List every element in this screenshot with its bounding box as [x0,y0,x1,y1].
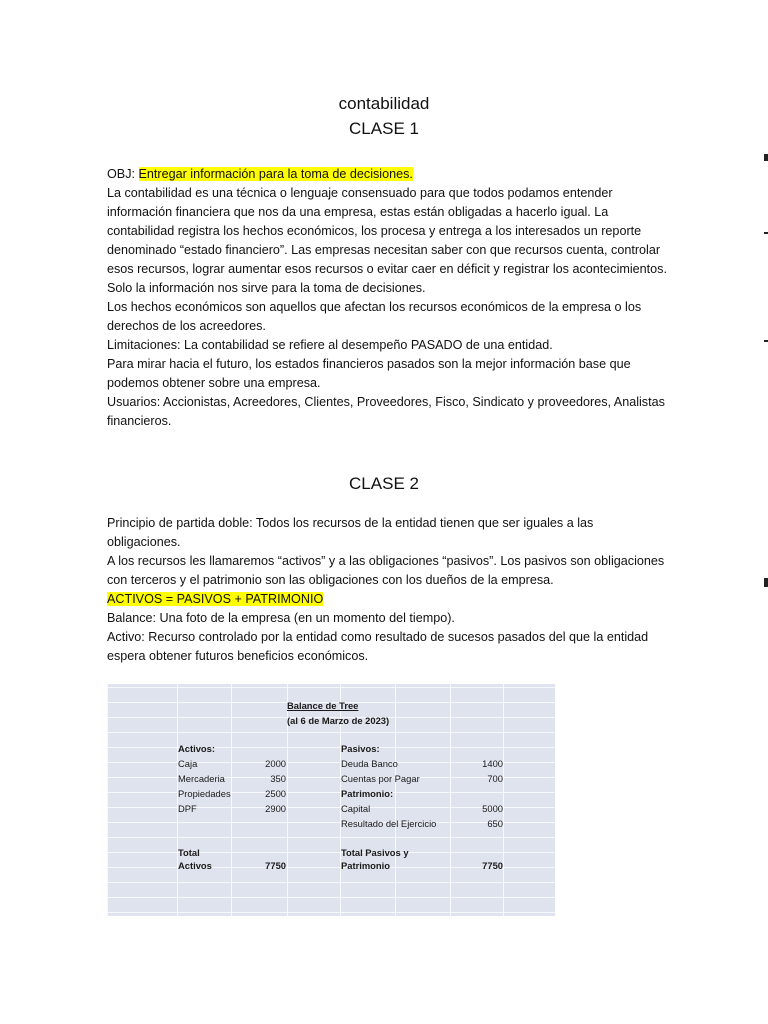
paragraph: Usuarios: Accionistas, Acreedores, Clientes, Proveedores, Fisco, Sindicato y proveedores, Analistas financieros. [107,395,665,428]
total-activos-value: 7750 [265,860,286,871]
paragraph: Para mirar hacia el futuro, los estados financieros pasados son la mejor información base que podemos obtener sobre una empresa. [107,357,631,390]
grid-line [177,684,178,916]
objective-prefix: OBJ: [107,167,139,181]
paragraph: Los hechos económicos son aquellos que afectan los recursos económicos de la empresa o los derechos de los acreedores. [107,300,642,333]
activo-label: DPF [178,803,197,814]
patrimonio-value: 5000 [482,803,503,814]
edge-mark [764,154,768,161]
pasivo-value: 1400 [482,758,503,769]
balance-title: Balance de Tree [287,700,359,711]
activo-value: 2000 [265,758,286,769]
paragraph: A los recursos les llamaremos “activos” y a las obligaciones “pasivos”. Los pasivos son obligaciones con terceros y el patrimonio son las obligaciones con los dueños de la empresa. [107,554,665,587]
pasivos-header: Pasivos: [341,743,380,754]
paragraph: Solo la información nos sirve para la toma de decisiones. [107,281,426,295]
activo-value: 2900 [265,803,286,814]
total-activos-label: Total [178,847,200,858]
pasivo-label: Cuentas por Pagar [341,773,420,784]
total-pasivos-value: 7750 [482,860,503,871]
edge-mark [764,340,768,342]
section-heading-clase-1: CLASE 1 [349,119,419,138]
patrimonio-value: 650 [487,818,503,829]
grid-line [503,684,504,916]
paragraph: Principio de partida doble: Todos los recursos de la entidad tienen que ser iguales a las obligaciones. [107,516,594,549]
grid-line [450,684,451,916]
accounting-equation: ACTIVOS = PASIVOS + PATRIMONIO [107,592,324,606]
paragraph: La contabilidad es una técnica o lenguaje consensuado para que todos podamos entender información financiera que nos da una empresa, estas están obligadas a hacerlo igual. La contabilidad registra los hechos económicos, los procesa y entrega a los interesados un reporte denominado “estado financiero”. Las empresas necesitan saber con que recursos cuenta, controlar esos recursos, lograr aumentar esos recursos o evitar caer en déficit y registrar los acontecimientos. [107,186,667,276]
total-pasivos-label: Total Pasivos y [341,847,409,858]
objective-highlight: Entregar información para la toma de decisiones. [138,167,413,181]
total-activos-label: Activos [178,860,212,871]
edge-mark [764,232,768,234]
activo-value: 350 [270,773,286,784]
pasivo-label: Deuda Banco [341,758,398,769]
pasivo-value: 700 [487,773,503,784]
paragraph: Limitaciones: La contabilidad se refiere al desempeño PASADO de una entidad. [107,338,553,352]
paragraph: Balance: Una foto de la empresa (en un momento del tiempo). [107,611,455,625]
balance-date: (al 6 de Marzo de 2023) [287,715,390,726]
balance-sheet-table [107,684,555,916]
clase-1-body [107,165,667,431]
equation-line [107,590,667,609]
paragraph: Activo: Recurso controlado por la entidad como resultado de sucesos pasados del que la entidad espera obtener futuros beneficios económicos. [107,630,649,663]
activos-header: Activos: [178,743,215,754]
patrimonio-label: Resultado del Ejercicio [341,818,437,829]
document-title: contabilidad [338,94,430,113]
activo-value: 2500 [265,788,286,799]
section-heading-clase-2: CLASE 2 [349,474,419,493]
total-pasivos-label: Patrimonio [341,860,390,871]
edge-mark [764,578,768,587]
activo-label: Propiedades [178,788,231,799]
activo-label: Caja [178,758,198,769]
patrimonio-header: Patrimonio: [341,788,394,799]
objective-line [107,165,667,184]
clase-2-body [107,514,667,666]
grid-line [395,684,396,916]
grid-line [231,684,232,916]
activo-label: Mercaderia [178,773,225,784]
patrimonio-label: Capital [341,803,371,814]
